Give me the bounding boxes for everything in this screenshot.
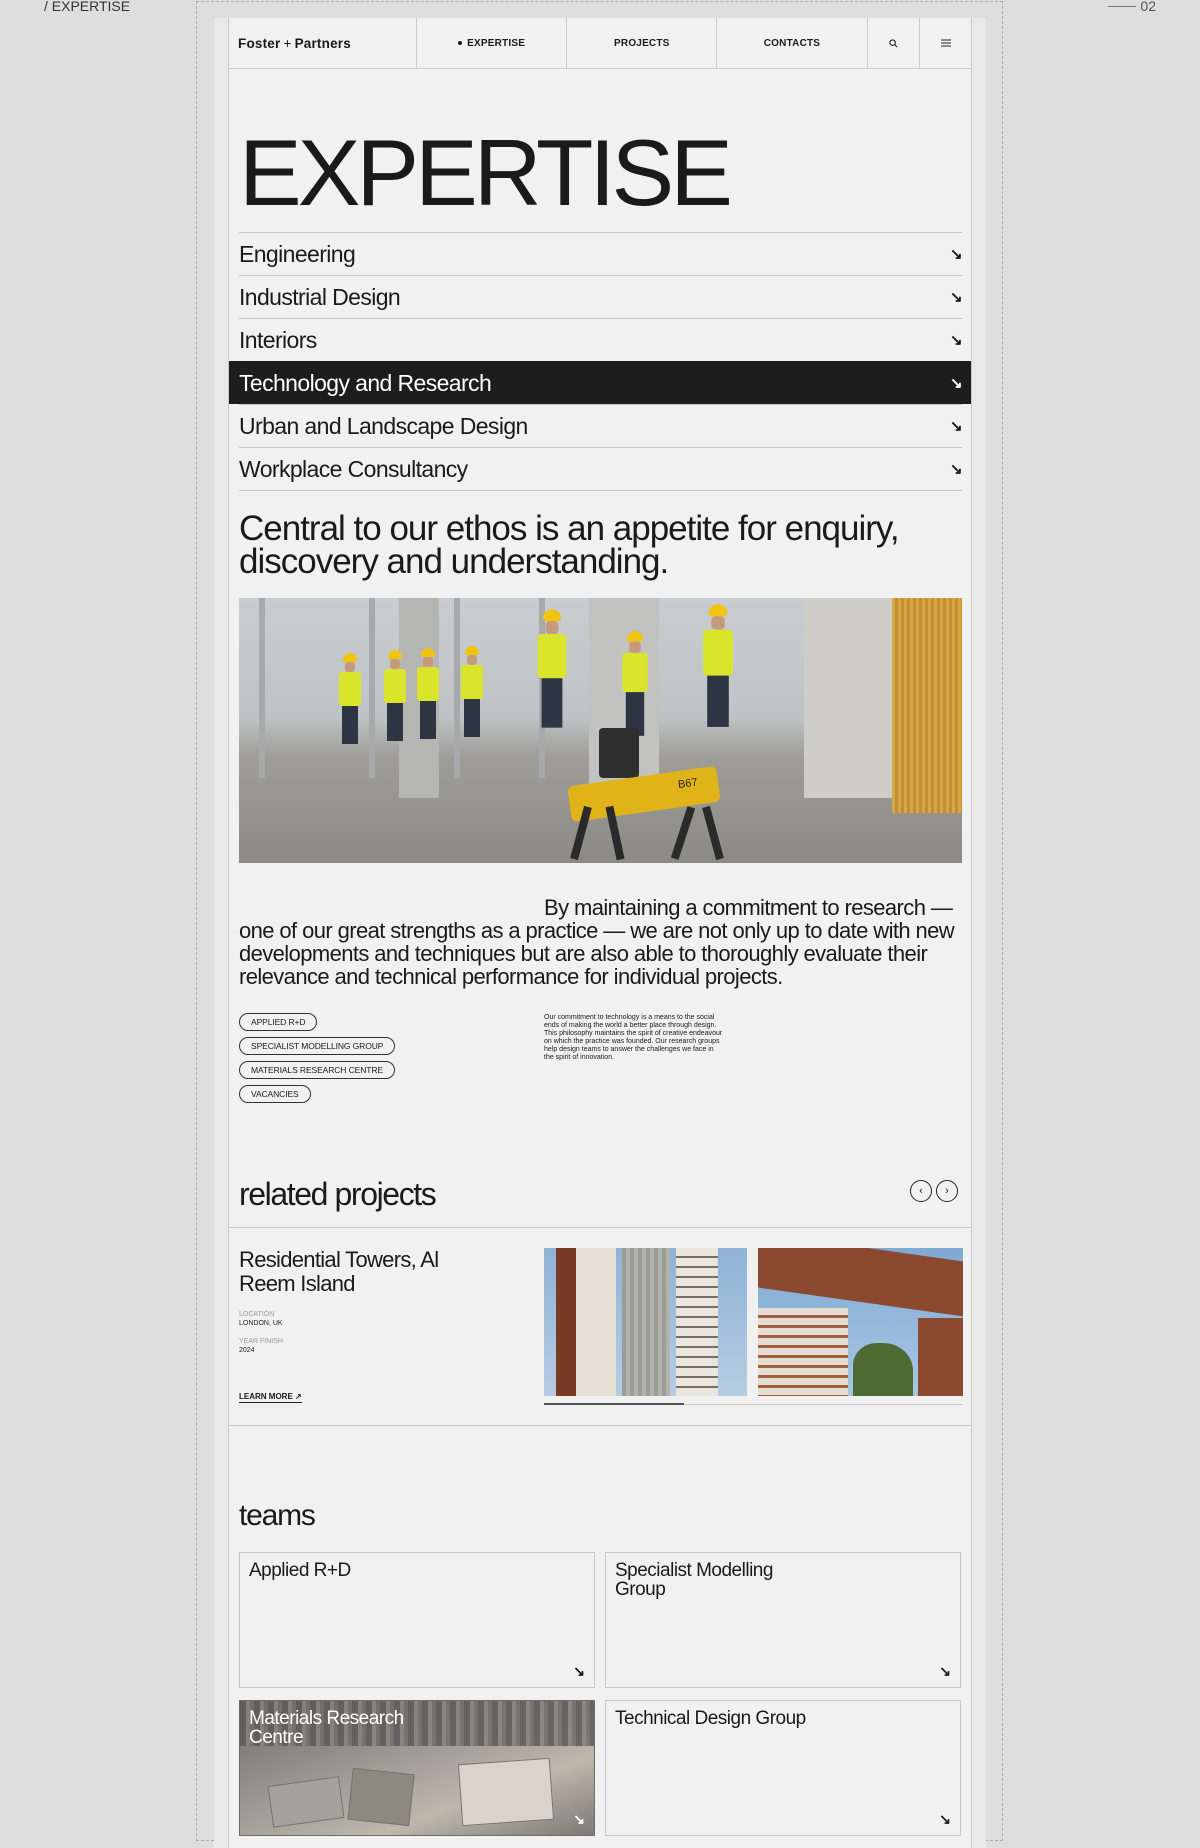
expertise-item-interiors[interactable]: Interiors ↘ bbox=[239, 318, 962, 361]
divider bbox=[229, 1227, 972, 1228]
team-card-technical-design[interactable] bbox=[605, 1700, 961, 1836]
expertise-item-workplace-consultancy[interactable]: Workplace Consultancy ↘ bbox=[239, 447, 962, 491]
project-image-towers[interactable] bbox=[544, 1248, 747, 1396]
next-arrow-button[interactable]: › bbox=[936, 1180, 958, 1202]
arrow-down-right-icon: ↘ bbox=[573, 1811, 585, 1827]
divider bbox=[229, 1425, 972, 1426]
year-value: 2024 bbox=[239, 1347, 255, 1354]
tag-list bbox=[239, 1013, 395, 1103]
arrow-down-right-icon: ↘ bbox=[939, 1811, 951, 1827]
page-title: EXPERTISE bbox=[239, 120, 729, 225]
arrow-down-right-icon: ↘ bbox=[950, 418, 962, 435]
project-image-canopy[interactable] bbox=[758, 1248, 963, 1396]
tag-materials-research[interactable]: MATERIALS RESEARCH CENTRE bbox=[239, 1061, 395, 1079]
team-card-applied-rd[interactable] bbox=[239, 1552, 595, 1688]
team-name: Applied R+D bbox=[249, 1560, 351, 1581]
tab-expertise[interactable]: EXPERTISE bbox=[417, 18, 567, 68]
teams-heading: teams bbox=[239, 1499, 315, 1532]
tag-specialist-modelling[interactable]: SPECIALIST MODELLING GROUP bbox=[239, 1037, 395, 1055]
hero-image-robot-site bbox=[239, 598, 962, 863]
year-label: YEAR FINISH bbox=[239, 1338, 283, 1345]
arrow-down-right-icon: ↘ bbox=[573, 1663, 585, 1679]
tag-applied-rd[interactable]: APPLIED R+D bbox=[239, 1013, 317, 1031]
top-nav bbox=[229, 18, 971, 69]
location-value: LONDON, UK bbox=[239, 1320, 283, 1327]
tab-contacts[interactable]: CONTACTS bbox=[717, 18, 867, 68]
search-icon[interactable] bbox=[868, 18, 921, 68]
carousel-scroll-thumb[interactable] bbox=[544, 1403, 684, 1405]
arrow-down-right-icon: ↘ bbox=[950, 375, 962, 392]
team-name: Technical Design Group bbox=[615, 1708, 806, 1729]
tab-projects[interactable]: PROJECTS bbox=[567, 18, 717, 68]
related-projects-heading: related projects bbox=[239, 1176, 436, 1212]
research-paragraph: By maintaining a commitment to research — one of our great strengths as a practice — we are not only up to date with new developments and techniques but are also able to thoroughly evaluate their relevance and technical performance for individual projects. bbox=[239, 895, 955, 989]
active-dot-icon bbox=[458, 41, 462, 45]
expertise-item-urban-landscape[interactable]: Urban and Landscape Design ↘ bbox=[239, 404, 962, 447]
arrow-down-right-icon: ↘ bbox=[950, 461, 962, 478]
project-meta bbox=[239, 1310, 283, 1364]
arrow-down-right-icon: ↘ bbox=[950, 289, 962, 306]
page-number: 02 bbox=[1108, 0, 1156, 14]
robot-badge: B67 bbox=[677, 776, 699, 792]
ethos-heading: Central to our ethos is an appetite for enquiry, discovery and understanding. bbox=[239, 509, 899, 581]
technology-description: Our commitment to technology is a means to the social ends of making the world a better place through design. This philosophy maintains the spirit of creative endeavour on which the practice was founded. Our research groups help design teams to answer the challenges we face in the spirit of innovation. bbox=[544, 1014, 723, 1061]
prev-arrow-button[interactable]: ‹ bbox=[910, 1180, 932, 1202]
project-title[interactable]: Residential Towers, Al Reem Island bbox=[239, 1247, 439, 1296]
team-name: Materials Research Centre bbox=[249, 1708, 404, 1748]
arrow-down-right-icon: ↘ bbox=[950, 332, 962, 349]
tag-vacancies[interactable]: VACANCIES bbox=[239, 1085, 311, 1103]
carousel-controls bbox=[910, 1180, 958, 1202]
page bbox=[228, 18, 972, 1848]
expertise-item-industrial-design[interactable]: Industrial Design ↘ bbox=[239, 275, 962, 318]
expertise-list bbox=[229, 232, 972, 491]
arrow-down-right-icon: ↘ bbox=[950, 246, 962, 263]
logo[interactable]: Foster + Partners bbox=[229, 18, 417, 68]
hamburger-menu-icon[interactable] bbox=[920, 18, 971, 68]
expertise-item-engineering[interactable]: Engineering ↘ bbox=[239, 232, 962, 275]
learn-more-link[interactable]: LEARN MORE ↗ bbox=[239, 1392, 302, 1401]
arrow-down-right-icon: ↘ bbox=[939, 1663, 951, 1679]
team-card-specialist-modelling[interactable] bbox=[605, 1552, 961, 1688]
team-card-materials-research[interactable] bbox=[239, 1700, 595, 1836]
expertise-item-technology-research[interactable]: Technology and Research ↘ bbox=[229, 361, 972, 404]
location-label: LOCATION bbox=[239, 1311, 275, 1318]
section-label: / EXPERTISE bbox=[44, 0, 131, 14]
team-name: Specialist Modelling Group bbox=[615, 1560, 773, 1600]
